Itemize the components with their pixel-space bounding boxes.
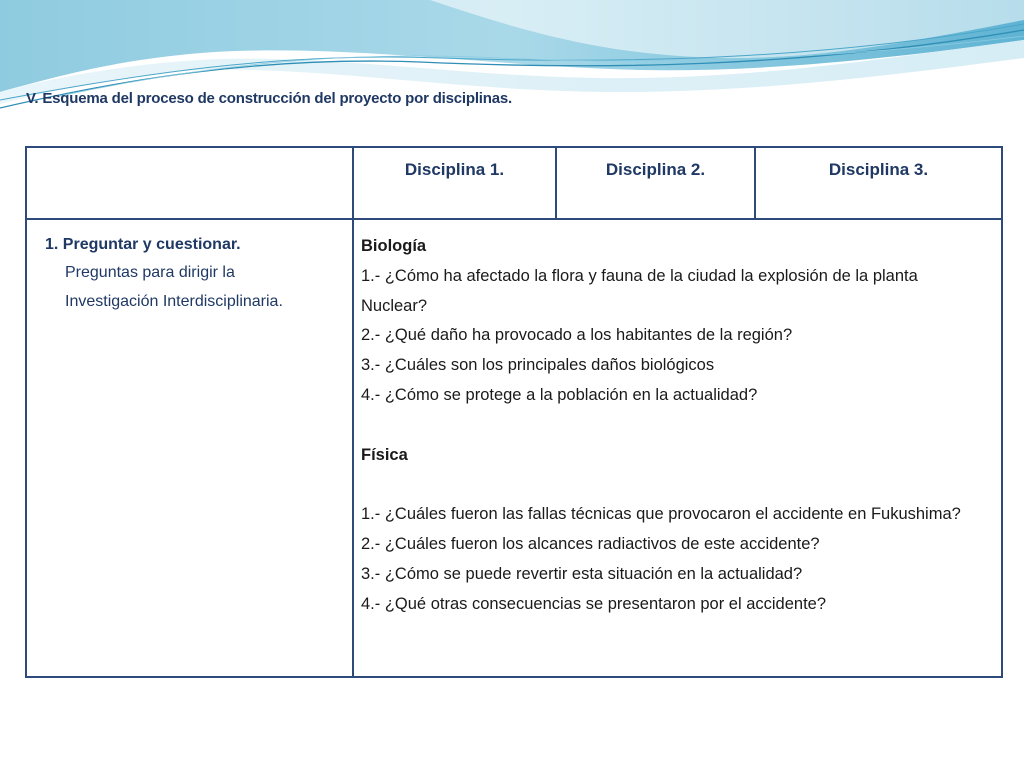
biologia-question-4: 4.- ¿Cómo se protege a la población en la actualidad? [361,385,758,404]
step-title: 1. Preguntar y cuestionar. [45,236,241,253]
biologia-question-3: 3.- ¿Cuáles son los principales daños biológicos [361,356,715,375]
spacer [361,411,995,441]
spacer [361,470,995,500]
fisica-question-2: 2.- ¿Cuáles fueron los alcances radiactivos de este accidente? [361,534,820,553]
section-title-biologia: Biología [361,237,427,255]
table-row [26,219,1002,677]
header-disciplina-2: Disciplina 2. [556,147,755,219]
fisica-question-4: 4.- ¿Qué otras consecuencias se presentaron por el accidente? [361,594,827,613]
schema-table [25,146,1003,678]
step-description-line-2: Investigación Interdisciplinaria. [65,293,283,310]
biologia-question-1: 1.- ¿Cómo ha afectado la flora y fauna de la ciudad la explosión de la planta [361,266,918,285]
header-disciplina-3: Disciplina 3. [755,147,1002,219]
header-empty-cell [26,147,353,219]
biologia-question-1-cont: Nuclear? [361,296,428,315]
step-cell [26,219,353,677]
questions-cell [353,219,1002,677]
fisica-question-1: 1.- ¿Cuáles fueron las fallas técnicas que provocaron el accidente en Fukushima? [361,505,961,524]
table-header-row [26,147,1002,219]
slide-title: V. Esquema del proceso de construcción del proyecto por disciplinas. [26,90,512,107]
wave-decoration [0,0,1024,130]
fisica-question-3: 3.- ¿Cómo se puede revertir esta situación en la actualidad? [361,564,803,583]
header-disciplina-1: Disciplina 1. [353,147,556,219]
biologia-question-2: 2.- ¿Qué daño ha provocado a los habitantes de la región? [361,326,793,345]
section-title-fisica: Física [361,445,408,464]
step-description-line-1: Preguntas para dirigir la [65,264,235,281]
